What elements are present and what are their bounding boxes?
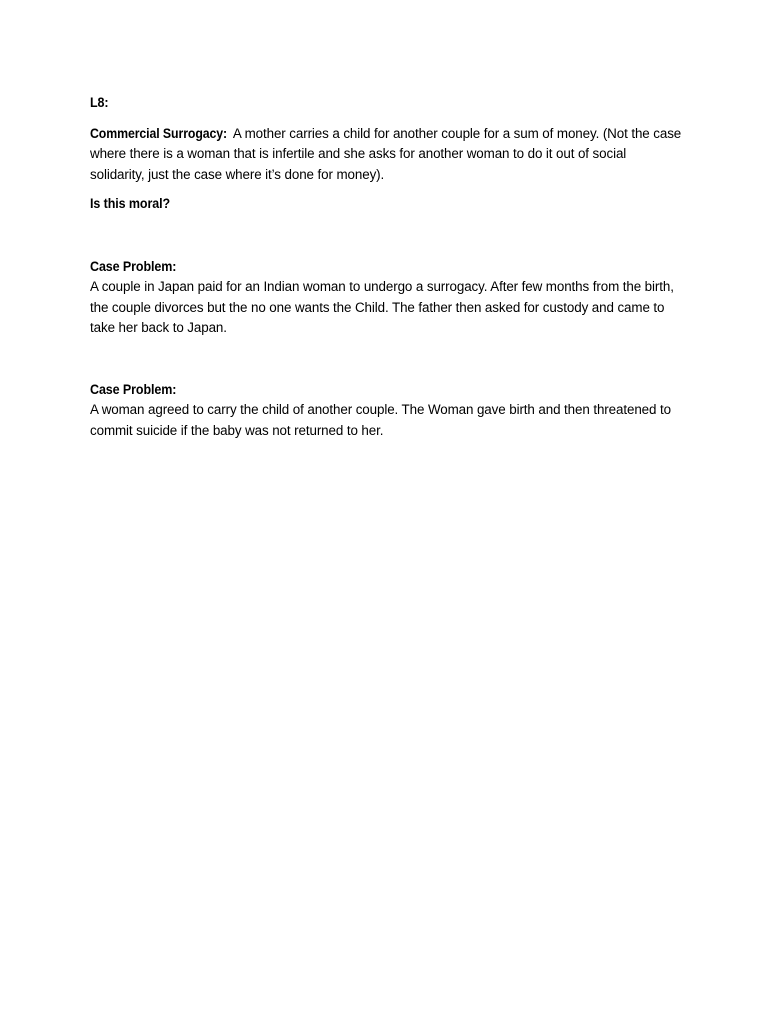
case-problem-2-heading: Case Problem:: [90, 381, 177, 397]
case-problem-1-text: A couple in Japan paid for an Indian woman to undergo a surrogacy. After few months from the birth, the couple divorces but the no one wants the Child. The father then asked for custody and came to take her back to Japan.: [90, 279, 674, 335]
lecture-title: L8:: [90, 95, 109, 110]
moral-question: Is this moral?: [90, 196, 171, 211]
spacer: [90, 185, 682, 194]
commercial-surrogacy-paragraph: [90, 124, 682, 186]
case-problem-2-text: A woman agreed to carry the child of another couple. The Woman gave birth and then threatened to commit suicide if the baby was not returned to her.: [90, 402, 671, 438]
commercial-surrogacy-label: Commercial Surrogacy:: [90, 125, 228, 141]
commercial-surrogacy-text: A mother carries a child for another couple for a sum of money. (Not the case where there is a woman that is infertile and she asks for another woman to do it out of social solidarity, just the case where it’s done for money).: [90, 125, 682, 182]
case-problem-1-heading: Case Problem:: [90, 258, 177, 274]
document-body: [90, 93, 682, 441]
spacer: [90, 215, 682, 257]
spacer: [90, 114, 682, 124]
spacer: [90, 339, 682, 380]
